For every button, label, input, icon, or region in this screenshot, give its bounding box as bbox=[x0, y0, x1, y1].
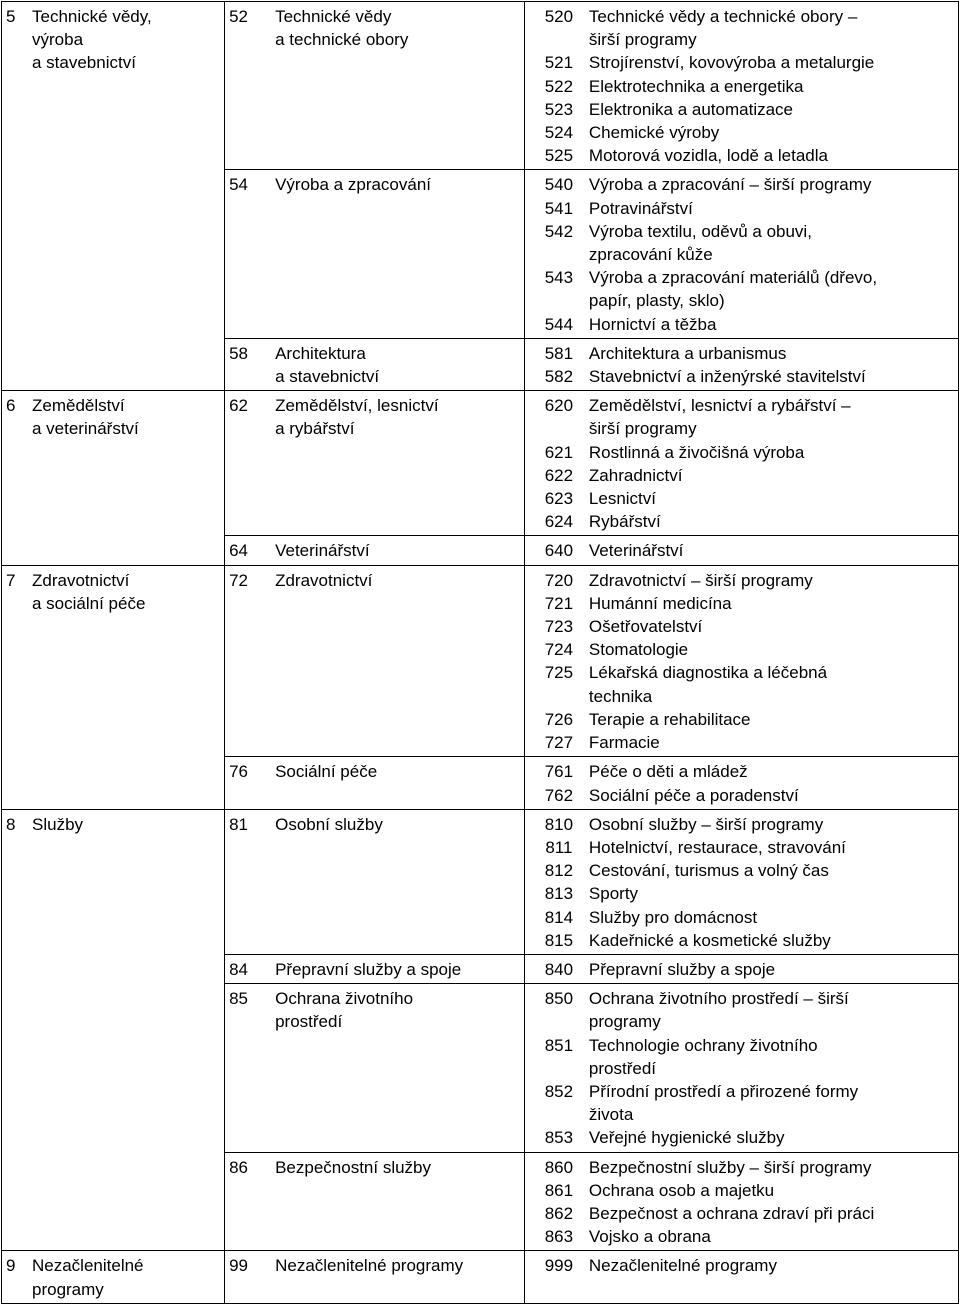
program-name-line: programy bbox=[588, 1012, 661, 1032]
program-name bbox=[589, 197, 944, 220]
group-name-line: a stavebnictví bbox=[275, 367, 380, 387]
field-name bbox=[32, 1254, 192, 1300]
program-name-line: Hornictví a těžba bbox=[588, 314, 717, 334]
group-name-line: Bezpečnostní služby bbox=[275, 1157, 432, 1177]
program-item bbox=[529, 342, 954, 365]
program-name-line: širší programy bbox=[588, 30, 697, 50]
program-name-line: Ochrana životního prostředí – širší bbox=[588, 989, 849, 1009]
program-name-line: papír, plasty, sklo) bbox=[588, 291, 725, 311]
program-code: 721 bbox=[544, 593, 574, 613]
program-cell bbox=[524, 565, 958, 757]
field-name-line: Zemědělství bbox=[32, 396, 125, 416]
group-name-line: Ochrana životního bbox=[275, 989, 414, 1009]
program-name bbox=[589, 98, 944, 121]
classification-table-body bbox=[2, 2, 959, 1304]
program-name bbox=[589, 144, 944, 167]
program-name-line: Motorová vozidla, lodě a letadla bbox=[588, 146, 828, 166]
program-name-line: Stavebnictví a inženýrské stavitelství bbox=[588, 367, 866, 387]
program-name-line: Přepravní služby a spoje bbox=[588, 959, 776, 979]
program-name bbox=[589, 1254, 944, 1277]
program-item bbox=[529, 1225, 954, 1248]
program-code: 727 bbox=[544, 733, 574, 753]
group-code: 84 bbox=[229, 959, 249, 979]
field-cell bbox=[2, 809, 225, 1251]
program-code: 840 bbox=[544, 959, 574, 979]
program-name bbox=[589, 615, 944, 638]
table-row bbox=[2, 809, 959, 954]
program-name-line: prostředí bbox=[588, 1058, 656, 1078]
program-name bbox=[589, 882, 944, 905]
program-code: 640 bbox=[544, 541, 574, 561]
program-name bbox=[589, 5, 944, 51]
program-code: 542 bbox=[544, 221, 574, 241]
program-item bbox=[529, 1254, 954, 1277]
group-name bbox=[275, 342, 515, 388]
program-name-line: Strojírenství, kovovýroba a metalurgie bbox=[588, 53, 875, 73]
field-cell bbox=[2, 565, 225, 809]
program-name bbox=[589, 121, 944, 144]
program-name bbox=[589, 394, 944, 440]
group-code: 52 bbox=[229, 7, 249, 26]
group-name-line: Technické vědy bbox=[275, 7, 392, 26]
field-name-line: Technické vědy, bbox=[32, 7, 152, 26]
program-item bbox=[529, 638, 954, 661]
program-name-line: zpracování kůže bbox=[588, 245, 713, 265]
field-cell bbox=[2, 2, 225, 391]
table-row bbox=[2, 391, 959, 536]
program-name bbox=[589, 539, 944, 562]
field-code: 6 bbox=[6, 396, 16, 416]
group-code: 64 bbox=[229, 541, 249, 561]
program-name-line: života bbox=[588, 1105, 634, 1125]
program-item bbox=[529, 441, 954, 464]
program-code: 724 bbox=[544, 640, 574, 660]
program-name bbox=[589, 929, 944, 952]
group-name bbox=[275, 987, 515, 1033]
program-code: 815 bbox=[544, 930, 574, 950]
group-name bbox=[275, 1156, 515, 1179]
program-name-line: Architektura a urbanismus bbox=[588, 343, 787, 363]
group-name-line: Architektura bbox=[275, 343, 366, 363]
program-name-line: Sociální péče a poradenství bbox=[588, 785, 799, 805]
group-cell bbox=[225, 1152, 525, 1251]
program-name bbox=[589, 266, 944, 312]
program-code: 860 bbox=[544, 1157, 574, 1177]
program-code: 852 bbox=[544, 1081, 574, 1101]
program-item bbox=[529, 5, 954, 51]
program-name-line: Výroba textilu, oděvů a obuvi, bbox=[588, 221, 812, 241]
program-item bbox=[529, 859, 954, 882]
program-code: 762 bbox=[544, 785, 574, 805]
program-code: 540 bbox=[544, 175, 574, 195]
program-name bbox=[589, 958, 944, 981]
program-code: 853 bbox=[544, 1128, 574, 1148]
group-code: 81 bbox=[229, 814, 249, 834]
program-code: 725 bbox=[544, 663, 574, 683]
program-name-line: Zahradnictví bbox=[588, 465, 683, 485]
program-name-line: Stomatologie bbox=[588, 640, 689, 660]
program-code: 623 bbox=[544, 489, 574, 509]
program-item bbox=[529, 906, 954, 929]
table-row bbox=[2, 565, 959, 757]
group-code: 99 bbox=[229, 1256, 249, 1276]
program-name-line: Elektrotechnika a energetika bbox=[588, 76, 804, 96]
program-code: 861 bbox=[544, 1180, 574, 1200]
program-name-line: Služby pro domácnost bbox=[588, 907, 758, 927]
program-item bbox=[529, 487, 954, 510]
program-code: 523 bbox=[544, 99, 574, 119]
program-cell bbox=[524, 170, 958, 338]
program-item bbox=[529, 731, 954, 754]
program-name-line: Bezpečnostní služby – širší programy bbox=[588, 1157, 872, 1177]
program-name-line: Farmacie bbox=[588, 733, 660, 753]
program-name bbox=[589, 441, 944, 464]
group-name bbox=[275, 569, 515, 592]
group-cell bbox=[225, 984, 525, 1152]
table-row bbox=[2, 2, 959, 170]
program-item bbox=[529, 987, 954, 1033]
group-code: 58 bbox=[229, 343, 249, 363]
field-code: 8 bbox=[6, 814, 16, 834]
table-row bbox=[2, 1251, 959, 1303]
field-name-line: Služby bbox=[32, 814, 84, 834]
program-name bbox=[589, 1202, 944, 1225]
program-item bbox=[529, 882, 954, 905]
field-cell bbox=[2, 1251, 225, 1303]
program-name-line: Bezpečnost a ochrana zdraví při práci bbox=[588, 1203, 875, 1223]
program-item bbox=[529, 836, 954, 859]
program-name bbox=[589, 813, 944, 836]
program-item bbox=[529, 784, 954, 807]
group-name-line: Přepravní služby a spoje bbox=[275, 959, 462, 979]
program-name bbox=[589, 592, 944, 615]
field-name-line: a stavebnictví bbox=[32, 53, 136, 73]
program-name bbox=[589, 859, 944, 882]
program-name bbox=[589, 313, 944, 336]
program-code: 999 bbox=[544, 1256, 574, 1276]
program-cell bbox=[524, 536, 958, 565]
group-name-line: Veterinářství bbox=[275, 541, 370, 561]
program-item bbox=[529, 220, 954, 266]
program-name-line: Zemědělství, lesnictví a rybářství – bbox=[588, 396, 851, 416]
program-name-line: Lékařská diagnostika a léčebná bbox=[588, 663, 828, 683]
group-code: 86 bbox=[229, 1157, 249, 1177]
program-cell bbox=[524, 338, 958, 390]
field-name bbox=[32, 394, 192, 440]
program-code: 723 bbox=[544, 617, 574, 637]
program-item bbox=[529, 929, 954, 952]
program-cell bbox=[524, 809, 958, 954]
field-name-line: programy bbox=[32, 1279, 104, 1299]
program-name-line: Kadeřnické a kosmetické služby bbox=[588, 930, 831, 950]
program-name bbox=[589, 1080, 944, 1126]
field-name-line: a sociální péče bbox=[32, 593, 146, 613]
group-name-line: Nezačlenitelné programy bbox=[275, 1256, 464, 1276]
program-item bbox=[529, 266, 954, 312]
program-code: 814 bbox=[544, 907, 574, 927]
program-item bbox=[529, 121, 954, 144]
program-name bbox=[589, 1126, 944, 1149]
group-name bbox=[275, 173, 515, 196]
group-code: 85 bbox=[229, 989, 249, 1009]
program-name-line: širší programy bbox=[588, 419, 697, 439]
program-code: 761 bbox=[544, 762, 574, 782]
program-name-line: Výroba a zpracování materiálů (dřevo, bbox=[588, 268, 878, 288]
program-cell bbox=[524, 954, 958, 983]
program-item bbox=[529, 98, 954, 121]
program-name-line: Veřejné hygienické služby bbox=[588, 1128, 785, 1148]
field-name-line: a veterinářství bbox=[32, 419, 139, 439]
program-code: 862 bbox=[544, 1203, 574, 1223]
program-code: 720 bbox=[544, 570, 574, 590]
program-item bbox=[529, 144, 954, 167]
program-name-line: Potravinářství bbox=[588, 198, 693, 218]
program-name bbox=[589, 638, 944, 661]
program-item bbox=[529, 464, 954, 487]
program-name-line: Zdravotnictví – širší programy bbox=[588, 570, 813, 590]
group-code: 62 bbox=[229, 396, 249, 416]
program-item bbox=[529, 75, 954, 98]
program-name-line: Terapie a rehabilitace bbox=[588, 709, 751, 729]
program-cell bbox=[524, 757, 958, 809]
field-cell bbox=[2, 391, 225, 565]
group-name bbox=[275, 958, 515, 981]
program-name bbox=[589, 760, 944, 783]
program-name bbox=[589, 1179, 944, 1202]
group-cell bbox=[225, 170, 525, 338]
program-name-line: Přírodní prostředí a přirozené formy bbox=[588, 1081, 859, 1101]
program-name bbox=[589, 464, 944, 487]
program-code: 520 bbox=[544, 7, 574, 26]
group-code: 54 bbox=[229, 175, 249, 195]
group-cell bbox=[225, 565, 525, 757]
program-name bbox=[589, 510, 944, 533]
group-name-line: Zemědělství, lesnictví bbox=[275, 396, 439, 416]
field-name bbox=[32, 5, 192, 75]
program-item bbox=[529, 1034, 954, 1080]
field-name-line: Nezačlenitelné bbox=[32, 1256, 144, 1276]
program-name bbox=[589, 906, 944, 929]
field-name bbox=[32, 569, 192, 615]
group-name-line: prostředí bbox=[275, 1012, 343, 1032]
program-item bbox=[529, 760, 954, 783]
program-name bbox=[589, 569, 944, 592]
program-name bbox=[589, 75, 944, 98]
program-code: 544 bbox=[544, 314, 574, 334]
program-name-line: Lesnictví bbox=[588, 489, 656, 509]
program-item bbox=[529, 510, 954, 533]
program-code: 812 bbox=[544, 861, 574, 881]
program-code: 621 bbox=[544, 442, 574, 462]
group-name bbox=[275, 1254, 515, 1277]
classification-table bbox=[1, 1, 959, 1304]
program-item bbox=[529, 661, 954, 707]
program-item bbox=[529, 539, 954, 562]
program-code: 850 bbox=[544, 989, 574, 1009]
program-name bbox=[589, 987, 944, 1033]
group-cell bbox=[225, 2, 525, 170]
group-name bbox=[275, 760, 515, 783]
program-code: 521 bbox=[544, 53, 574, 73]
program-name bbox=[589, 1156, 944, 1179]
program-name-line: Hotelnictví, restaurace, stravování bbox=[588, 837, 846, 857]
program-code: 525 bbox=[544, 146, 574, 166]
program-name bbox=[589, 342, 944, 365]
program-cell bbox=[524, 391, 958, 536]
program-name-line: Elektronika a automatizace bbox=[588, 99, 794, 119]
program-code: 622 bbox=[544, 465, 574, 485]
program-cell bbox=[524, 984, 958, 1152]
program-name-line: Humánní medicína bbox=[588, 593, 732, 613]
group-cell bbox=[225, 338, 525, 390]
group-name-line: a rybářství bbox=[275, 419, 355, 439]
group-cell bbox=[225, 1251, 525, 1303]
program-name-line: Nezačlenitelné programy bbox=[588, 1256, 777, 1276]
program-code: 582 bbox=[544, 367, 574, 387]
group-name bbox=[275, 5, 515, 51]
program-name-line: Technické vědy a technické obory – bbox=[588, 7, 858, 26]
program-code: 541 bbox=[544, 198, 574, 218]
program-name bbox=[589, 1034, 944, 1080]
program-item bbox=[529, 958, 954, 981]
group-cell bbox=[225, 954, 525, 983]
group-cell bbox=[225, 809, 525, 954]
program-item bbox=[529, 51, 954, 74]
group-code: 76 bbox=[229, 762, 249, 782]
program-item bbox=[529, 1156, 954, 1179]
program-item bbox=[529, 592, 954, 615]
group-cell bbox=[225, 536, 525, 565]
program-item bbox=[529, 615, 954, 638]
group-cell bbox=[225, 391, 525, 536]
program-item bbox=[529, 1126, 954, 1149]
program-cell bbox=[524, 2, 958, 170]
group-name-line: Zdravotnictví bbox=[275, 570, 373, 590]
program-item bbox=[529, 365, 954, 388]
field-code: 9 bbox=[6, 1256, 16, 1276]
program-code: 581 bbox=[544, 343, 574, 363]
program-code: 811 bbox=[545, 837, 573, 857]
program-name-line: Výroba a zpracování – širší programy bbox=[588, 175, 872, 195]
group-name-line: Osobní služby bbox=[275, 814, 383, 834]
group-name bbox=[275, 394, 515, 440]
program-item bbox=[529, 1080, 954, 1126]
field-code: 7 bbox=[6, 570, 16, 590]
group-code: 72 bbox=[229, 570, 249, 590]
program-name bbox=[589, 51, 944, 74]
program-name bbox=[589, 173, 944, 196]
field-name-line: Zdravotnictví bbox=[32, 570, 130, 590]
program-code: 522 bbox=[544, 76, 574, 96]
group-name bbox=[275, 539, 515, 562]
program-item bbox=[529, 569, 954, 592]
program-item bbox=[529, 313, 954, 336]
program-name bbox=[589, 836, 944, 859]
program-name-line: Rybářství bbox=[588, 512, 661, 532]
field-name-line: výroba bbox=[32, 30, 84, 50]
program-code: 851 bbox=[544, 1035, 574, 1055]
program-name-line: Rostlinná a živočišná výroba bbox=[588, 442, 805, 462]
program-item bbox=[529, 708, 954, 731]
field-name bbox=[32, 813, 192, 836]
group-name-line: Sociální péče bbox=[275, 762, 378, 782]
program-name bbox=[589, 487, 944, 510]
group-cell bbox=[225, 757, 525, 809]
program-name bbox=[589, 731, 944, 754]
program-name-line: technika bbox=[588, 686, 653, 706]
program-item bbox=[529, 197, 954, 220]
program-cell bbox=[524, 1251, 958, 1303]
program-name bbox=[589, 708, 944, 731]
program-code: 524 bbox=[544, 123, 574, 143]
program-code: 813 bbox=[544, 884, 574, 904]
field-code: 5 bbox=[6, 7, 16, 26]
program-item bbox=[529, 1179, 954, 1202]
program-name-line: Ošetřovatelství bbox=[588, 617, 703, 637]
program-cell bbox=[524, 1152, 958, 1251]
group-name-line: Výroba a zpracování bbox=[275, 175, 432, 195]
program-code: 624 bbox=[544, 512, 574, 532]
program-code: 620 bbox=[544, 396, 574, 416]
program-item bbox=[529, 813, 954, 836]
program-item bbox=[529, 394, 954, 440]
program-name-line: Cestování, turismus a volný čas bbox=[588, 861, 829, 881]
program-code: 543 bbox=[544, 268, 574, 288]
group-name-line: a technické obory bbox=[275, 30, 409, 50]
program-name bbox=[589, 365, 944, 388]
program-code: 726 bbox=[544, 709, 574, 729]
program-name bbox=[589, 784, 944, 807]
program-name-line: Technologie ochrany životního bbox=[588, 1035, 818, 1055]
program-name-line: Sporty bbox=[588, 884, 639, 904]
program-name bbox=[589, 1225, 944, 1248]
program-name-line: Vojsko a obrana bbox=[588, 1227, 711, 1247]
program-code: 810 bbox=[544, 814, 574, 834]
program-name bbox=[589, 220, 944, 266]
program-name-line: Péče o děti a mládež bbox=[588, 762, 748, 782]
program-item bbox=[529, 1202, 954, 1225]
program-item bbox=[529, 173, 954, 196]
program-name-line: Osobní služby – širší programy bbox=[588, 814, 824, 834]
program-name bbox=[589, 661, 944, 707]
group-name bbox=[275, 813, 515, 836]
program-code: 863 bbox=[544, 1227, 574, 1247]
program-name-line: Veterinářství bbox=[588, 541, 684, 561]
program-name-line: Ochrana osob a majetku bbox=[588, 1180, 775, 1200]
program-name-line: Chemické výroby bbox=[588, 123, 720, 143]
